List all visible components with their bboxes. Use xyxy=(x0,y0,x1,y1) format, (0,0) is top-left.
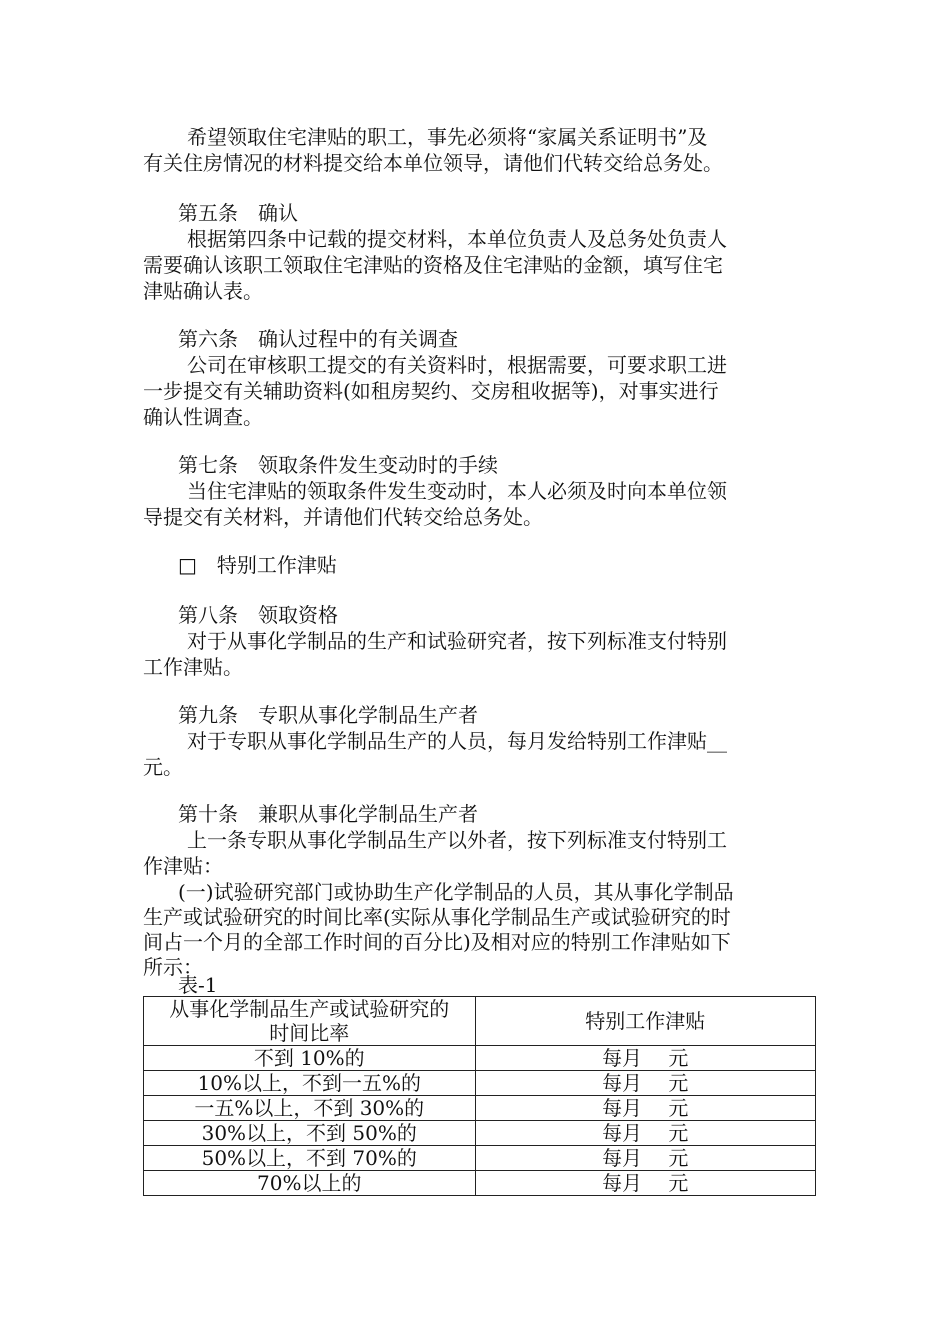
ratio-cell: 10%以上，不到一五%的 xyxy=(144,1071,476,1096)
header-ratio-line2: 时间比率 xyxy=(269,1021,350,1045)
table-header-row xyxy=(144,997,816,1046)
paragraph-line: 根据第四条中记载的提交材料，本单位负责人及总务处负责人 xyxy=(187,227,727,251)
paragraph-line: 间占一个月的全部工作时间的百分比)及相对应的特别工作津贴如下 xyxy=(143,930,731,954)
ratio-cell: 70%以上的 xyxy=(144,1171,476,1196)
allowance-cell: 每月 元 xyxy=(475,1046,816,1071)
ratio-cell: 不到 10%的 xyxy=(144,1046,476,1071)
ratio-cell: 50%以上，不到 70%的 xyxy=(144,1146,476,1171)
ratio-cell: 30%以上，不到 50%的 xyxy=(144,1121,476,1146)
article-heading: 第九条 专职从事化学制品生产者 xyxy=(178,703,478,727)
paragraph-line: 元。 xyxy=(143,755,183,779)
paragraph-line: 需要确认该职工领取住宅津贴的资格及住宅津贴的金额，填写住宅 xyxy=(143,253,723,277)
paragraph-line: 公司在审核职工提交的有关资料时，根据需要，可要求职工进 xyxy=(187,353,727,377)
table-row xyxy=(144,1146,816,1171)
table-row xyxy=(144,1096,816,1121)
paragraph-line: 上一条专职从事化学制品生产以外者，按下列标准支付特别工 xyxy=(187,828,727,852)
paragraph-line: 有关住房情况的材料提交给本单位领导，请他们代转交给总务处。 xyxy=(143,151,723,175)
allowance-cell: 每月 元 xyxy=(475,1096,816,1121)
paragraph-line: 津贴确认表。 xyxy=(143,279,263,303)
article-heading: 第五条 确认 xyxy=(178,201,298,225)
section-heading: □ 特别工作津贴 xyxy=(178,553,337,577)
table-row xyxy=(144,1171,816,1196)
allowance-table xyxy=(143,996,816,1196)
paragraph-line: 生产或试验研究的时间比率(实际从事化学制品生产或试验研究的时 xyxy=(143,905,731,929)
paragraph-line: 一步提交有关辅助资料(如租房契约、交房租收据等)，对事实进行 xyxy=(143,379,719,403)
header-ratio-cell xyxy=(144,997,476,1046)
article-heading: 第七条 领取条件发生变动时的手续 xyxy=(178,453,498,477)
article-heading: 第十条 兼职从事化学制品生产者 xyxy=(178,802,478,826)
article-heading: 第八条 领取资格 xyxy=(178,603,338,627)
paragraph-line: 作津贴： xyxy=(143,854,223,878)
allowance-cell: 每月 元 xyxy=(475,1071,816,1096)
ratio-cell: 一五%以上，不到 30%的 xyxy=(144,1096,476,1121)
allowance-cell: 每月 元 xyxy=(475,1146,816,1171)
paragraph-line: 导提交有关材料，并请他们代转交给总务处。 xyxy=(143,505,543,529)
table-row xyxy=(144,1046,816,1071)
header-ratio-line1: 从事化学制品生产或试验研究的 xyxy=(169,997,450,1021)
allowance-cell: 每月 元 xyxy=(475,1171,816,1196)
paragraph-line: 对于专职从事化学制品生产的人员，每月发给特别工作津贴__ xyxy=(187,729,727,753)
paragraph-line: 希望领取住宅津贴的职工，事先必须将“家属关系证明书”及 xyxy=(187,125,708,149)
paragraph-line: 所示： xyxy=(143,955,203,979)
table-caption: 表-1 xyxy=(178,973,218,997)
header-allowance-cell: 特别工作津贴 xyxy=(475,997,816,1046)
article-heading: 第六条 确认过程中的有关调查 xyxy=(178,327,458,351)
table-row xyxy=(144,1071,816,1096)
paragraph-line: 对于从事化学制品的生产和试验研究者，按下列标准支付特别 xyxy=(187,629,727,653)
table-row xyxy=(144,1121,816,1146)
paragraph-line: 工作津贴。 xyxy=(143,655,243,679)
paragraph-line: 当住宅津贴的领取条件发生变动时，本人必须及时向本单位领 xyxy=(187,479,727,503)
allowance-cell: 每月 元 xyxy=(475,1121,816,1146)
paragraph-line: (一)试验研究部门或协助生产化学制品的人员，其从事化学制品 xyxy=(178,880,734,904)
paragraph-line: 确认性调查。 xyxy=(143,405,263,429)
